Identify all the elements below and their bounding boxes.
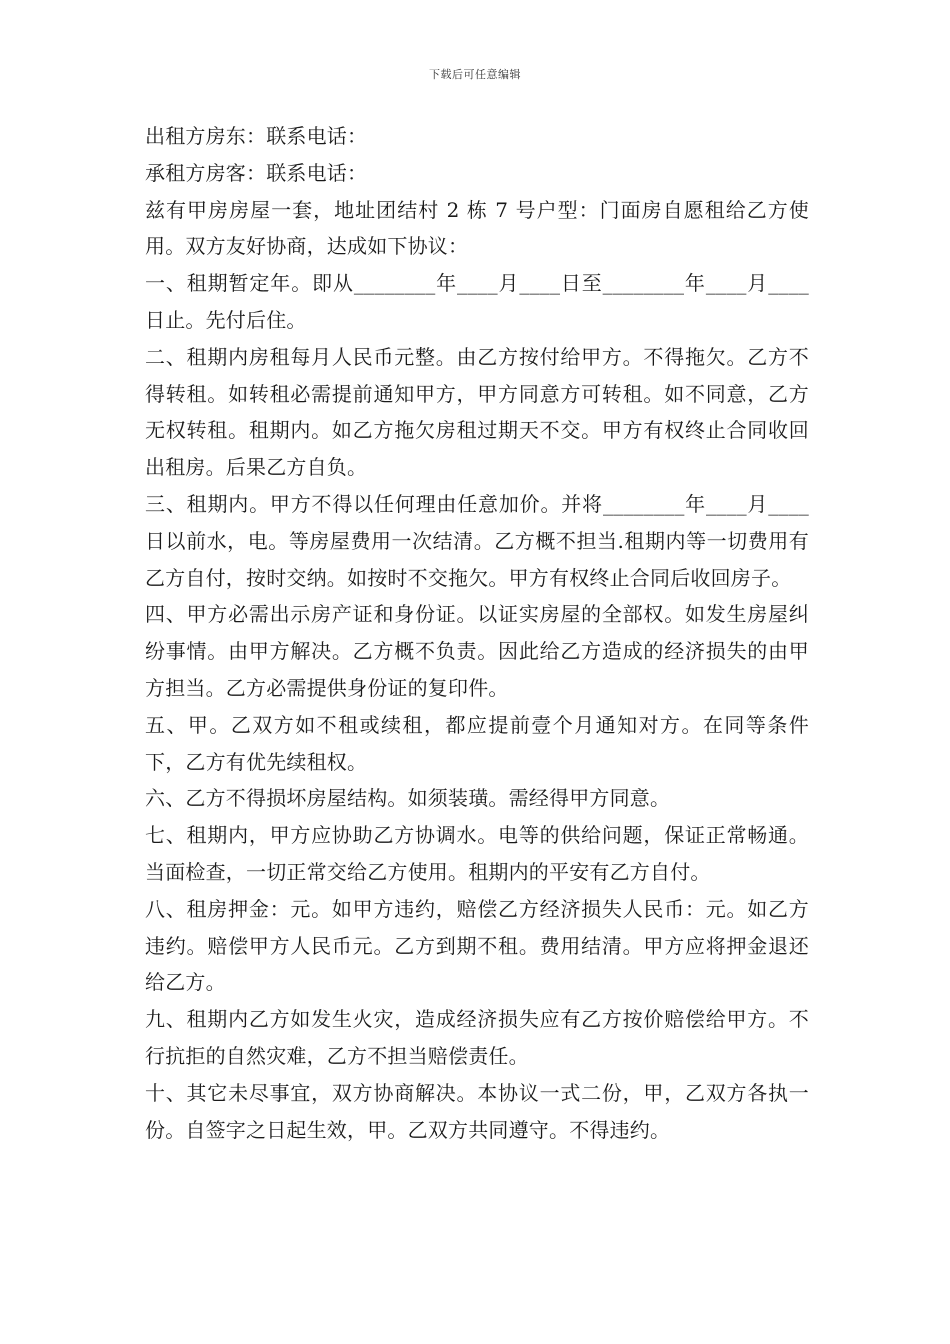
clause-6: 六、乙方不得损坏房屋结构。如须装璜。需经得甲方同意。 — [145, 786, 671, 811]
paragraph-intro: 兹有甲房房屋一套，地址团结村 2 栋 7 号户型：门面房自愿租给乙方使用。双方友好协商，达成如下协议： — [145, 197, 809, 259]
clause-4: 四、甲方必需出示房产证和身份证。以证实房屋的全部权。如发生房屋纠纷事情。由甲方解决。乙方概不负责。因此给乙方造成的经济损失的由甲方担当。乙方必需提供身份证的复印件。 — [145, 602, 809, 700]
contract-body — [145, 118, 809, 1148]
paragraph-landlord: 出租方房东：联系电话： — [145, 124, 368, 148]
paragraph-tenant: 承租方房客：联系电话： — [145, 160, 368, 185]
clause-7: 七、租期内，甲方应协助乙方协调水。电等的供给问题，保证正常畅通。当面检查，一切正常交给乙方使用。租期内的平安有乙方自付。 — [145, 823, 809, 884]
clause-2: 二、租期内房租每月人民币元整。由乙方按付给甲方。不得拖欠。乙方不得转租。如转租必需提前通知甲方，甲方同意方可转租。如不同意，乙方无权转租。租期内。如乙方拖欠房租过期天不交。甲方有权终止合同收回出租房。后果乙方自负。 — [145, 344, 809, 480]
clause-8: 八、租房押金：元。如甲方违约，赔偿乙方经济损失人民币：元。如乙方违约。赔偿甲方人民币元。乙方到期不租。费用结清。甲方应将押金退还给乙方。 — [145, 896, 809, 995]
clause-3: 三、租期内。甲方不得以任何理由任意加价。并将________年____月____日以前水，电。等房屋费用一次结清。乙方概不担当.租期内等一切费用有乙方自付，按时交纳。如按时不交拖欠。甲方有权终止合同后收回房子。 — [145, 491, 809, 590]
header-note: 下载后可任意编辑 — [429, 68, 521, 81]
clause-9: 九、租期内乙方如发生火灾，造成经济损失应有乙方按价赔偿给甲方。不行抗拒的自然灾难，乙方不担当赔偿责任。 — [145, 1007, 809, 1068]
clause-5: 五、甲。乙双方如不租或续租，都应提前壹个月通知对方。在同等条件下，乙方有优先续租权。 — [145, 712, 809, 774]
clause-1: 一、租期暂定年。即从________年____月____日至________年____月____日止。先付后住。 — [145, 271, 809, 332]
clause-10: 十、其它未尽事宜，双方协商解决。本协议一式二份，甲，乙双方各执一份。自签字之日起生效，甲。乙双方共同遵守。不得违约。 — [145, 1080, 809, 1142]
